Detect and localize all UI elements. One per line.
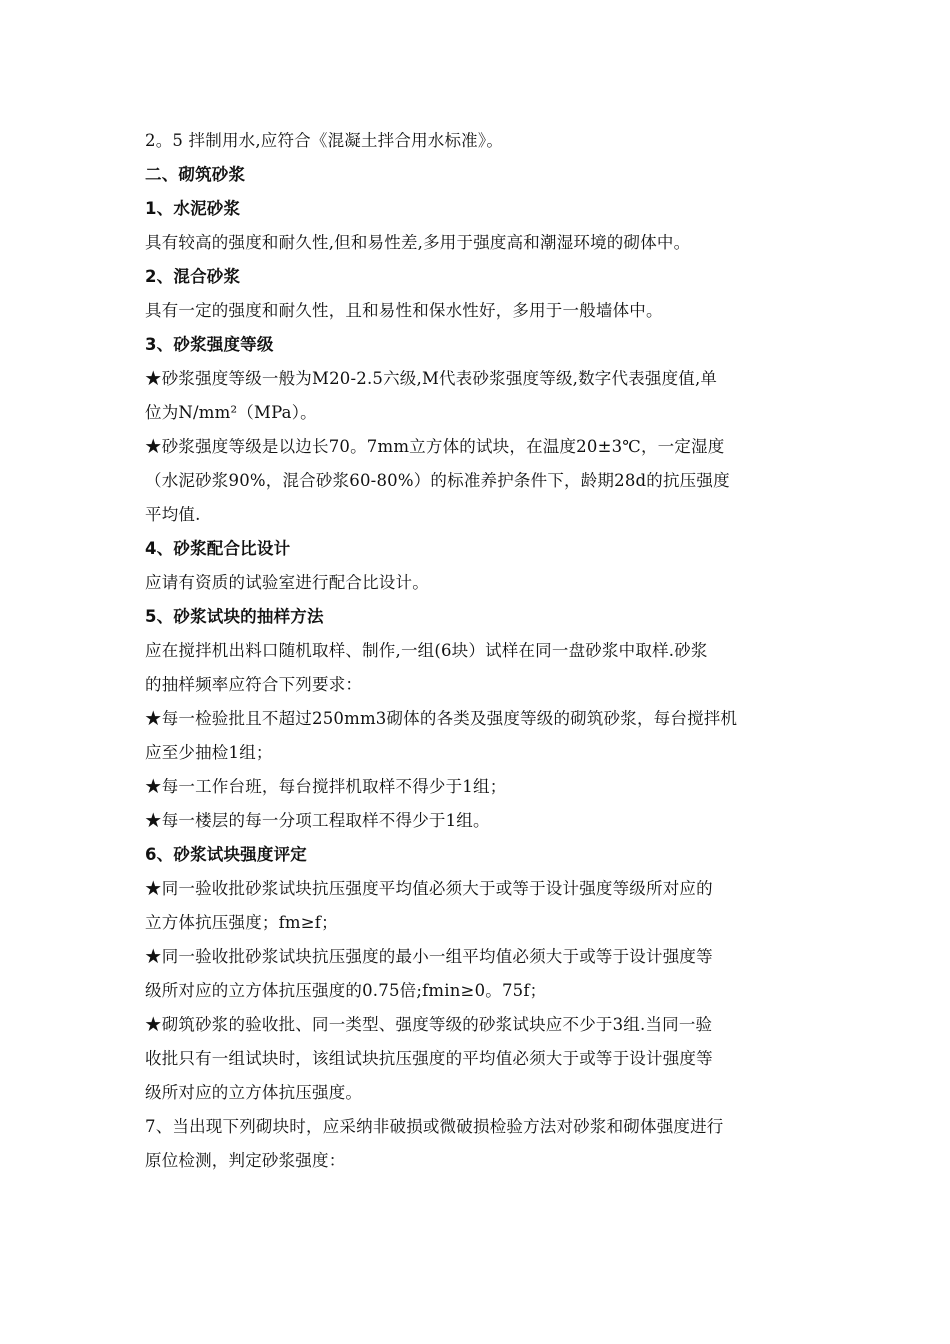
paragraph-in-situ-test-line-1: 7、当出现下列砌块时，应采纳非破损或微破损检验方法对砂浆和砌体强度进行 — [145, 1117, 724, 1136]
subheading-cement-mortar: 1、水泥砂浆 — [145, 199, 241, 218]
subheading-strength-evaluation: 6、砂浆试块强度评定 — [145, 845, 307, 864]
paragraph-strength-grade-line-1: ★砂浆强度等级一般为M20-2.5六级,M代表砂浆强度等级,数字代表强度值,单 — [145, 369, 718, 388]
document-body — [145, 124, 815, 1178]
bullet-average-strength-line-1: ★同一验收批砂浆试块抗压强度平均值必须大于或等于设计强度等级所对应的 — [145, 879, 713, 898]
bullet-minimum-strength-line-2: 级所对应的立方体抗压强度的0.75倍;fmin≥0。75f； — [145, 981, 547, 1000]
bullet-group-count-line-1: ★砌筑砂浆的验收批、同一类型、强度等级的砂浆试块应不少于3组.当同一验 — [145, 1015, 713, 1034]
bullet-group-count-line-2: 收批只有一组试块时，该组试块抗压强度的平均值必须大于或等于设计强度等 — [145, 1049, 713, 1068]
paragraph-strength-grade-line-2: 位为N/mm²（MPa）。 — [145, 403, 317, 422]
paragraph-test-block-line-1: ★砂浆强度等级是以边长70。7mm立方体的试块，在温度20±3℃，一定湿度 — [145, 437, 725, 456]
paragraph-mixing-water: 2。5 拌制用水,应符合《混凝土拌合用水标准》。 — [145, 131, 504, 150]
paragraph-test-block-line-2: （水泥砂浆90%，混合砂浆60-80%）的标准养护条件下，龄期28d的抗压强度 — [145, 471, 730, 490]
bullet-minimum-strength-line-1: ★同一验收批砂浆试块抗压强度的最小一组平均值必须大于或等于设计强度等 — [145, 947, 713, 966]
bullet-inspection-batch-line-1: ★每一检验批且不超过250mm3砌体的各类及强度等级的砌筑砂浆，每台搅拌机 — [145, 709, 738, 728]
bullet-group-count-line-3: 级所对应的立方体抗压强度。 — [145, 1083, 363, 1102]
paragraph-cement-mortar: 具有较高的强度和耐久性,但和易性差,多用于强度高和潮湿环境的砌体中。 — [145, 233, 691, 252]
paragraph-sampling-line-1: 应在搅拌机出料口随机取样、制作,一组(6块）试样在同一盘砂浆中取样.砂浆 — [145, 641, 708, 660]
subheading-mixed-mortar: 2、混合砂浆 — [145, 267, 241, 286]
section-heading-masonry-mortar: 二、砌筑砂浆 — [145, 165, 246, 184]
bullet-floor-item: ★每一楼层的每一分项工程取样不得少于1组。 — [145, 811, 490, 830]
subheading-mix-design: 4、砂浆配合比设计 — [145, 539, 291, 558]
paragraph-mix-design: 应请有资质的试验室进行配合比设计。 — [145, 573, 429, 592]
paragraph-mixed-mortar: 具有一定的强度和耐久性，且和易性和保水性好，多用于一般墙体中。 — [145, 301, 663, 320]
bullet-inspection-batch-line-2: 应至少抽检1组； — [145, 743, 273, 762]
subheading-strength-grade: 3、砂浆强度等级 — [145, 335, 274, 354]
bullet-average-strength-line-2: 立方体抗压强度；fm≥f； — [145, 913, 338, 932]
paragraph-test-block-line-3: 平均值. — [145, 505, 201, 524]
bullet-work-shift: ★每一工作台班，每台搅拌机取样不得少于1组； — [145, 777, 507, 796]
paragraph-sampling-line-2: 的抽样频率应符合下列要求： — [145, 675, 363, 694]
subheading-sampling-method: 5、砂浆试块的抽样方法 — [145, 607, 324, 626]
paragraph-in-situ-test-line-2: 原位检测，判定砂浆强度： — [145, 1151, 346, 1170]
